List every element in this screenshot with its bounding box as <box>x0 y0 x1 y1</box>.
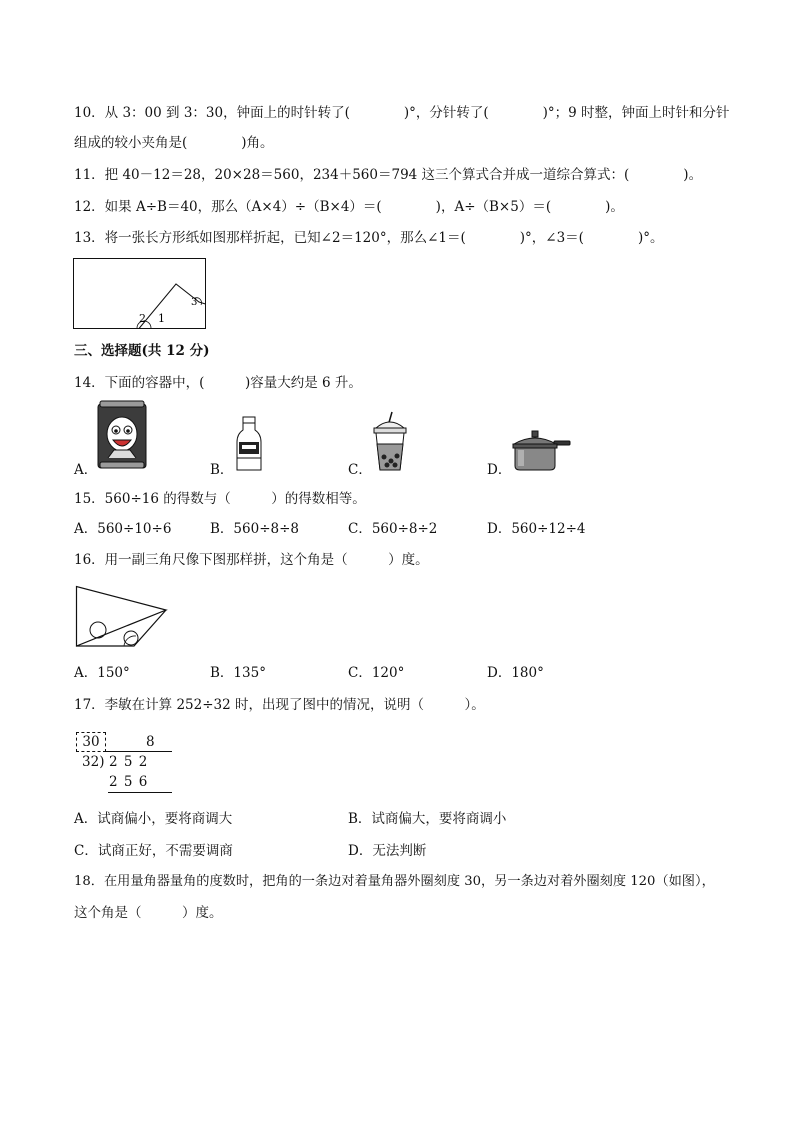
q11-text: 11．把 40－12＝28，20×28＝560，234＋560＝794 这三个算式合并成一道综合算式：( )。 <box>74 167 703 183</box>
divisor: 32) <box>82 754 105 770</box>
q17-option-d: D．无法判断 <box>348 843 427 859</box>
q16-option-c: C．120° <box>348 665 405 681</box>
q10-line2: 组成的较小夹角是( )角。 <box>74 135 274 151</box>
division-bar <box>106 751 172 752</box>
q15-option-c: C．560÷8÷2 <box>348 521 438 537</box>
can-icon <box>96 400 148 470</box>
q13-text: 13．将一张长方形纸如图那样折起，已知∠2＝120°，那么∠1＝( )°，∠3＝( )°。 <box>74 230 664 246</box>
section-title: 三、选择题(共 12 分) <box>74 343 210 359</box>
pressure-cooker-icon <box>510 430 572 472</box>
q16-triangle-rulers-figure <box>76 586 168 648</box>
boxed-trial-quotient: 30 <box>76 732 106 752</box>
q12-text: 12．如果 A÷B＝40，那么（A×4）÷（B×4）＝( )，A÷（B×5）＝( )。 <box>74 199 624 215</box>
q14-option-c-label: C． <box>348 462 372 478</box>
q15-option-d: D．560÷12÷4 <box>487 521 586 537</box>
q15-text: 15．560÷16 的得数与（ ）的得数相等。 <box>74 491 366 507</box>
q13-folded-paper-figure <box>73 258 207 330</box>
q10-line1: 10．从 3：00 到 3：30，钟面上的时针转了( )°，分针转了( )°；9 时整，钟面上时针和分针 <box>74 105 730 121</box>
q14-option-d-label: D． <box>487 462 512 478</box>
q14-text: 14．下面的容器中，( )容量大约是 6 升。 <box>74 375 362 391</box>
q16-option-a: A．150° <box>74 665 130 681</box>
product-underline <box>108 792 172 793</box>
angle-1-label: 1 <box>158 312 165 325</box>
q16-option-b: B．135° <box>210 665 266 681</box>
q17-text: 17．李敏在计算 252÷32 时，出现了图中的情况，说明（ ）。 <box>74 697 485 713</box>
q17-option-c: C．试商正好，不需要调商 <box>74 843 233 859</box>
milk-bottle-icon <box>234 416 264 472</box>
bubble-tea-cup-icon <box>370 410 410 472</box>
q15-option-b: B．560÷8÷8 <box>210 521 299 537</box>
q14-option-b-label: B． <box>210 462 234 478</box>
quotient-digit: 8 <box>146 734 155 750</box>
q18-line2: 这个角是（ ）度。 <box>74 905 223 921</box>
angle-3-label: 3 <box>191 297 198 308</box>
product-row: 2 5 6 <box>109 774 149 790</box>
angle-2-label: 2 <box>139 312 146 325</box>
q17-option-b: B．试商偏大，要将商调小 <box>348 811 507 827</box>
q14-option-a-label: A． <box>74 462 98 478</box>
q18-line1: 18．在用量角器量角的度数时，把角的一条边对着量角器外圈刻度 30，另一条边对着外圈刻度 120（如图）， <box>74 874 715 889</box>
q15-option-a: A．560÷10÷6 <box>74 521 172 537</box>
q17-option-a: A．试商偏小，要将商调大 <box>74 811 233 827</box>
q16-text: 16．用一副三角尺像下图那样拼，这个角是（ ）度。 <box>74 552 429 568</box>
q16-option-d: D．180° <box>487 665 544 681</box>
q17-long-division-figure <box>74 728 184 796</box>
dividend: 2 5 2 <box>109 754 149 770</box>
